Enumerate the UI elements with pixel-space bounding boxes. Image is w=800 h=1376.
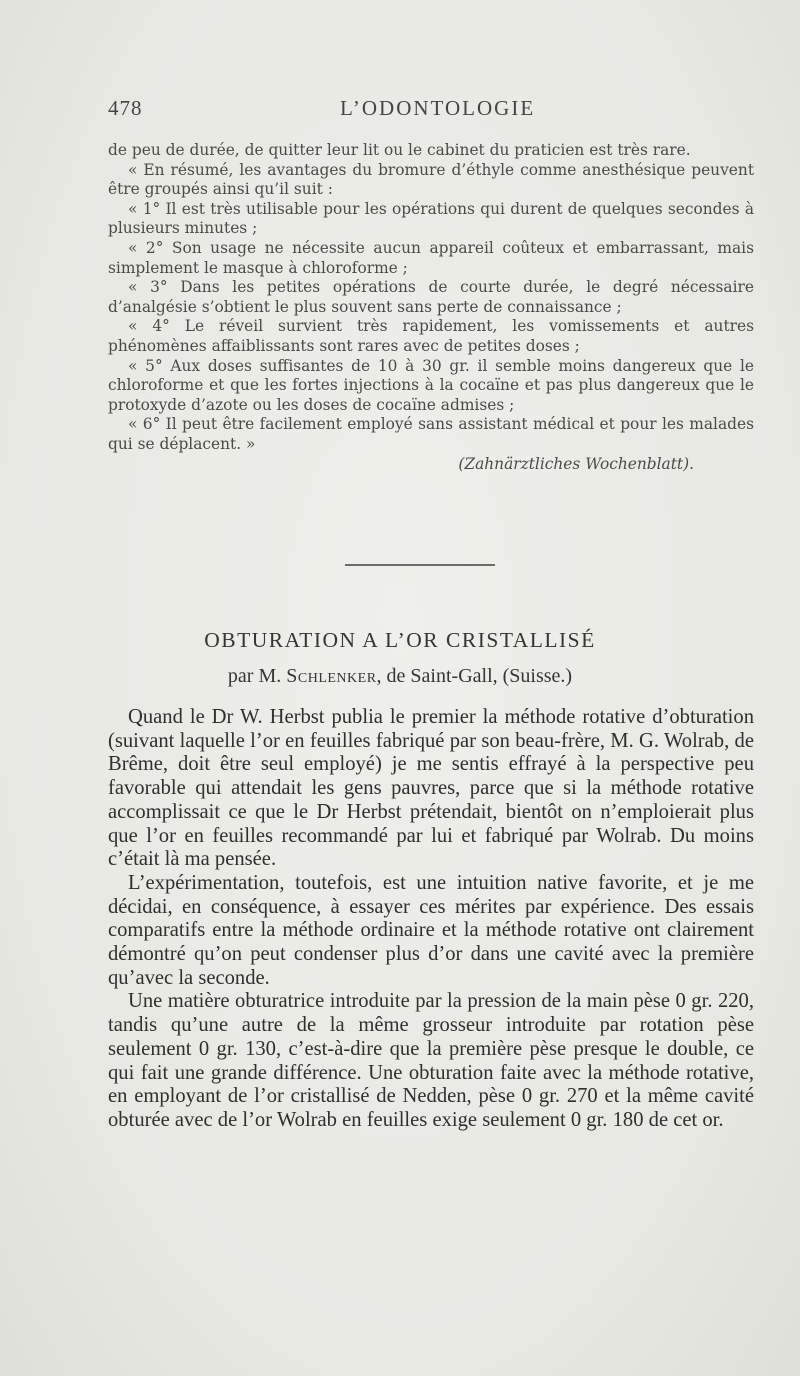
- page-number: 478: [108, 96, 143, 120]
- excerpt-paragraph: de peu de durée, de quitter leur lit ou le cabinet du praticien est très rare.: [108, 141, 691, 159]
- section-divider: [345, 564, 495, 566]
- article-title: OBTURATION A L’OR CRISTALLISÉ: [204, 628, 596, 652]
- excerpt-list-item: « 6° Il peut être facilement employé sans assistant médical et pour les malades qui se déplacent. »: [108, 415, 754, 453]
- byline-prefix: par M.: [227, 665, 282, 687]
- page-header: [108, 96, 750, 126]
- excerpt-list-item: « 1° Il est très utilisable pour les opérations qui durent de quelques secondes à plusieurs minutes ;: [108, 199, 754, 238]
- article-byline: [0, 665, 800, 688]
- excerpt-source: (Zahnärztliches Wochenblatt).: [458, 454, 694, 473]
- byline-suffix: , de Saint-Gall, (Suisse.): [376, 665, 573, 687]
- body-paragraph: L’expérimentation, toutefois, est une intuition native favorite, et je me décidai, en conséquence, à essayer ces mérites par expérience. Des essais comparatifs entre la méthode ordinaire et la méthode rotative ont clairement démontré qu’on peut condenser plus d’or dans une cavité avec la première qu’avec la seconde.: [108, 871, 754, 989]
- excerpt-list-item: « 2° Son usage ne nécessite aucun appareil coûteux et embarrassant, mais simplement le masque à chloroforme ;: [108, 238, 754, 277]
- article-body: [108, 706, 754, 1133]
- body-paragraph: Quand le Dr W. Herbst publia le premier la méthode rotative d’obturation (suivant laquelle l’or en feuilles fabriqué par son beau-frère, M. G. Wolrab, de Brême, doit être seul employé) je me sentis effrayé à la perspective peu favorable qui attendait les gens pauvres, parce que si la méthode rotative accomplissait ce que le Dr Herbst prétendait, bientôt on n’emploierait plus que l’or en feuilles recommandé par lui et fabriqué par Wolrab. Du moins c’était là ma pensée.: [108, 706, 754, 871]
- excerpt-list-item: « 3° Dans les petites opérations de courte durée, le degré nécessaire d’analgésie s’obtient le plus souvent sans perte de connaissance ;: [108, 278, 754, 316]
- quoted-excerpt: [108, 141, 754, 474]
- author-name: Schlenker: [286, 665, 377, 687]
- running-title: L’ODONTOLOGIE: [340, 96, 536, 120]
- excerpt-paragraph: « En résumé, les avantages du bromure d’éthyle comme anesthésique peuvent être groupés ainsi qu’il suit :: [108, 160, 754, 199]
- excerpt-list-item: « 4° Le réveil survient très rapidement, les vomissements et autres phénomènes affaiblissants sont rares avec de petites doses ;: [108, 317, 754, 355]
- body-paragraph: Une matière obturatrice introduite par la pression de la main pèse 0 gr. 220, tandis qu’une autre de la même grosseur introduite par rotation pèse seulement 0 gr. 130, c’est-à-dire que la première pèse presque le double, ce qui fait une grande différence. Une obturation faite avec la méthode rotative, en employant de l’or cristallisé de Nedden, pèse 0 gr. 270 et la même cavité obturée avec de l’or Wolrab en feuilles exige seulement 0 gr. 180 de cet or.: [108, 990, 754, 1131]
- excerpt-list-item: « 5° Aux doses suffisantes de 10 à 30 gr. il semble moins dangereux que le chloroforme et que les fortes injections à la cocaïne et pas plus dangereux que le protoxyde d’azote ou les doses de cocaïne admises ;: [108, 356, 754, 414]
